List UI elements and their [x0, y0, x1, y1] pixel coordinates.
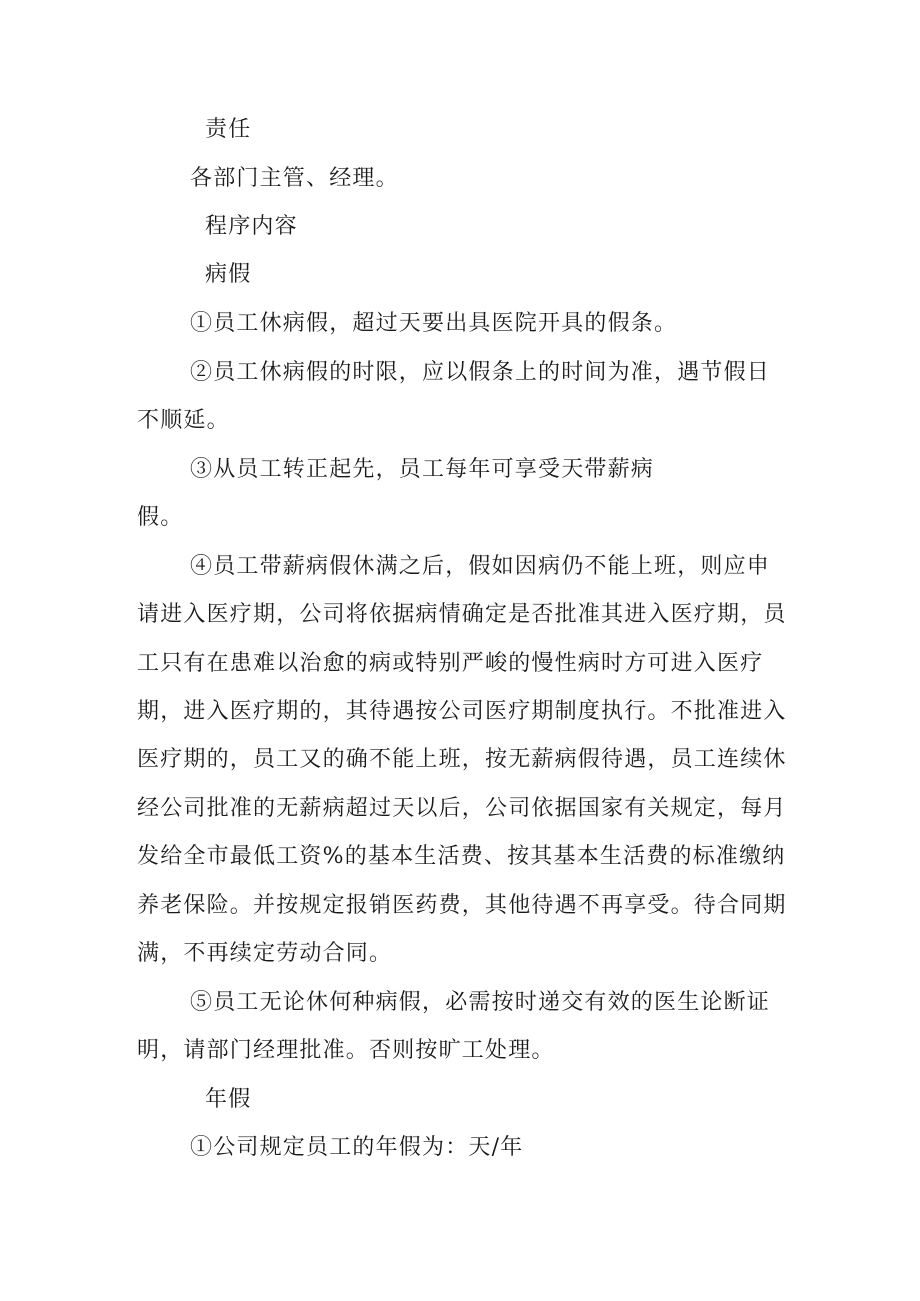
sick-leave-item-4-line-2: 请进入医疗期，公司将依据病情确定是否批准其进入医疗期，员	[137, 602, 787, 627]
sick-leave-item-4-line-7: 发给全市最低工资%的基本生活费、按其基本生活费的标准缴纳	[137, 844, 786, 869]
sick-leave-item-4-line-4: 期，进入医疗期的，其待遇按公司医疗期制度执行。不批准进入	[137, 699, 787, 724]
sick-leave-item-2-line-2: 不顺延。	[137, 408, 230, 433]
sick-leave-item-5-line-2: 明，请部门经理批准。否则按旷工处理。	[137, 1038, 555, 1063]
sick-leave-item-4-line-5: 医疗期的，员工又的确不能上班，按无薪病假待遇，员工连续休	[137, 747, 787, 772]
heading-annual-leave: 年假	[205, 1087, 252, 1112]
heading-responsibility: 责任	[205, 117, 252, 142]
sick-leave-item-3-line-1: ③从员工转正起先，员工每年可享受天带薪病	[190, 457, 655, 482]
sick-leave-item-4-line-8: 养老保险。并按规定报销医药费，其他待遇不再享受。待合同期	[137, 893, 787, 918]
heading-sick-leave: 病假	[205, 262, 252, 287]
sick-leave-item-1: ①员工休病假，超过天要出具医院开具的假条。	[190, 311, 678, 336]
sick-leave-item-5-line-1: ⑤员工无论休何种病假，必需按时递交有效的医生论断证	[190, 990, 771, 1015]
annual-leave-item-1: ①公司规定员工的年假为：天/年	[190, 1135, 524, 1160]
sick-leave-item-4-line-9: 满，不再续定劳动合同。	[137, 941, 393, 966]
sick-leave-item-4-line-1: ④员工带薪病假休满之后，假如因病仍不能上班，则应申	[190, 554, 771, 579]
text-responsible-parties: 各部门主管、经理。	[190, 166, 399, 191]
sick-leave-item-4-line-6: 经公司批准的无薪病超过天以后，公司依据国家有关规定，每月	[137, 796, 787, 821]
sick-leave-item-3-line-2: 假。	[137, 505, 184, 530]
heading-procedure: 程序内容	[205, 214, 298, 239]
sick-leave-item-2-line-1: ②员工休病假的时限，应以假条上的时间为准，遇节假日	[190, 360, 771, 385]
sick-leave-item-4-line-3: 工只有在患难以治愈的病或特别严峻的慢性病时方可进入医疗	[137, 651, 764, 676]
